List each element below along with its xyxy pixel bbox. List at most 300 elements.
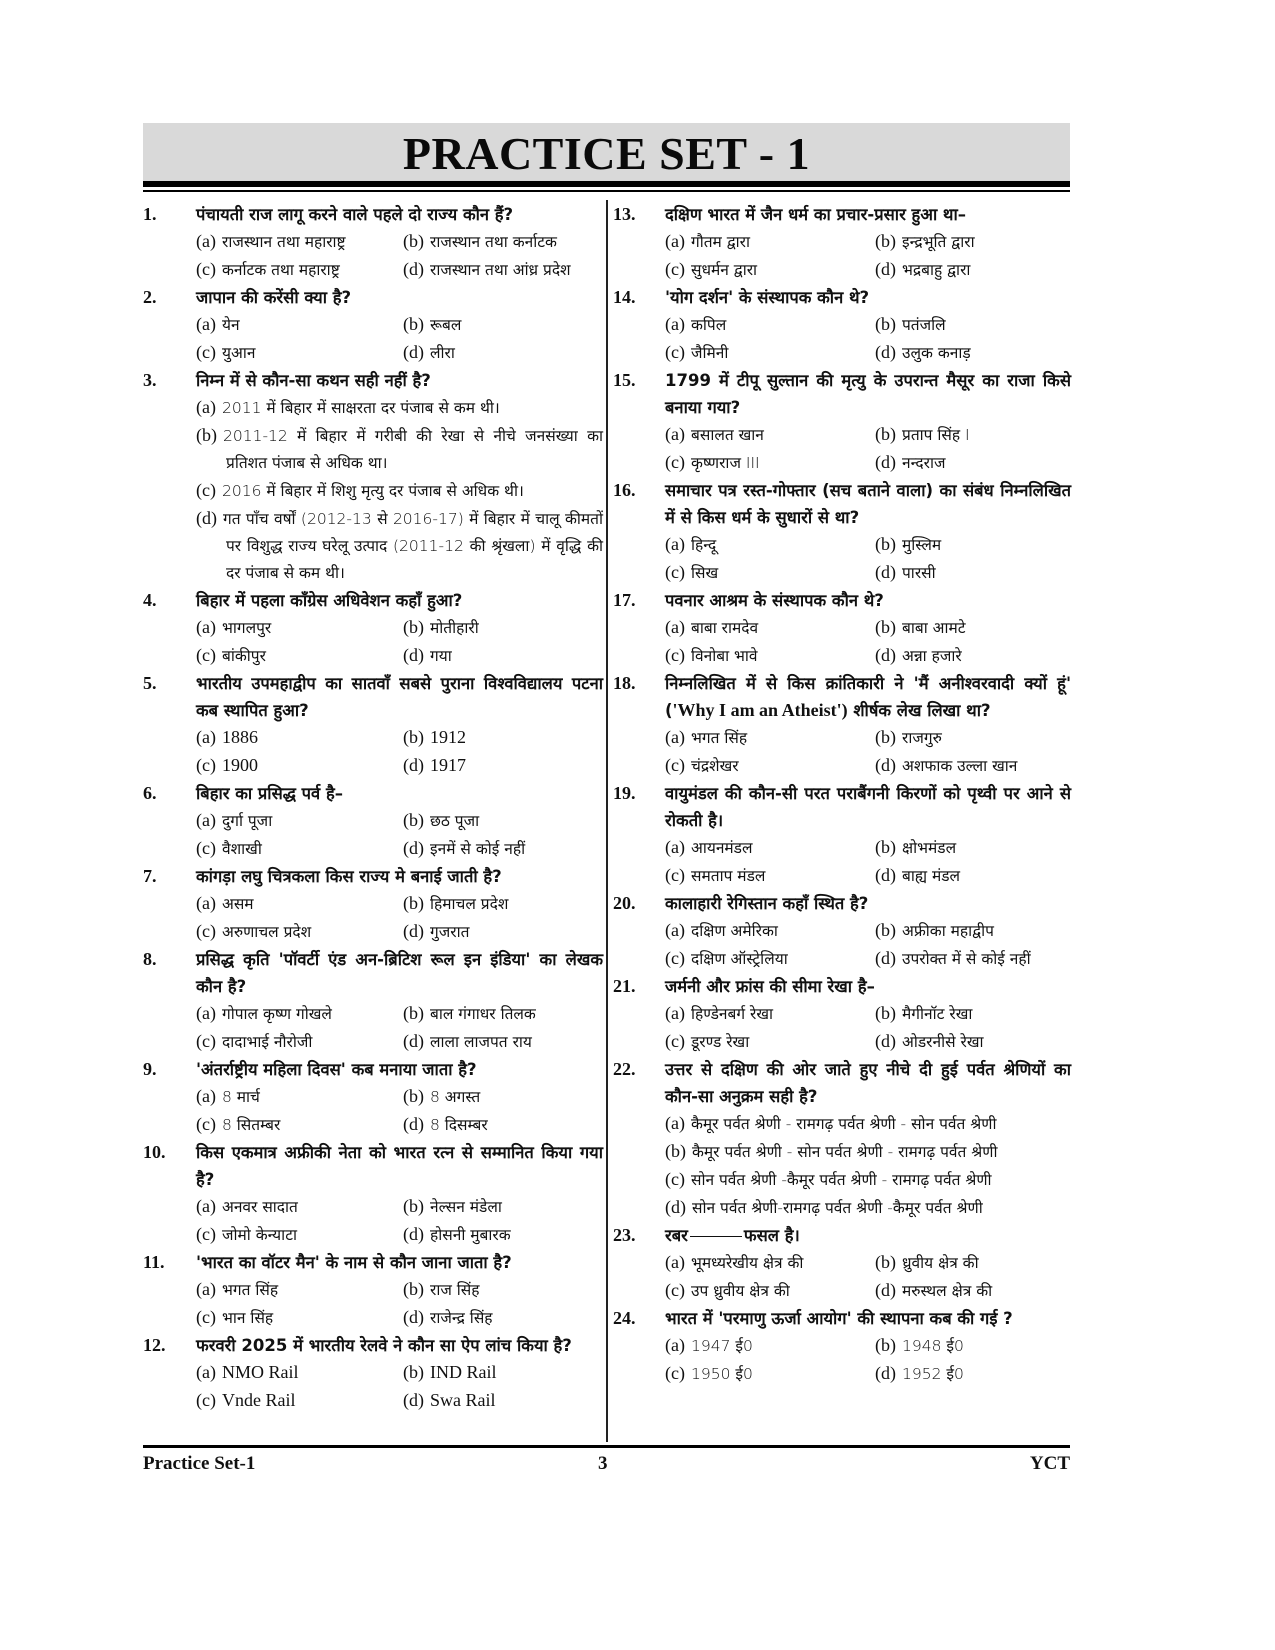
- options: [143, 807, 603, 863]
- question-text-hindi: शीर्षक लेख लिखा था?: [847, 701, 991, 720]
- option-a[interactable]: [665, 917, 875, 945]
- option-d[interactable]: [403, 1304, 603, 1332]
- option-label: (a): [196, 893, 216, 913]
- option-b[interactable]: [665, 1138, 1071, 1166]
- question-line: [613, 587, 1071, 614]
- option-text: 1917: [430, 755, 466, 775]
- option-label: (d): [403, 259, 424, 279]
- question-number: 3.: [143, 370, 157, 390]
- question-line: [143, 670, 603, 724]
- option-text: दादाभाई नौरोजी: [221, 1033, 313, 1051]
- option-c[interactable]: [665, 256, 875, 284]
- option-c[interactable]: [196, 918, 403, 946]
- question-text-english: 'Why I am an Atheist'): [672, 700, 848, 720]
- question: [613, 367, 1071, 477]
- option-d[interactable]: [403, 642, 603, 670]
- option-label: (a): [196, 1003, 216, 1023]
- option-label: (a): [196, 1196, 216, 1216]
- question-text: जापान की करेंसी क्या है?: [196, 288, 352, 307]
- option-a[interactable]: [196, 1083, 403, 1111]
- option-text: भान सिंह: [221, 1309, 274, 1327]
- option-text: भूमध्यरेखीय क्षेत्र की: [690, 1254, 804, 1272]
- option-label: (d): [403, 755, 424, 775]
- option-c[interactable]: [665, 752, 875, 780]
- option-d[interactable]: [875, 945, 1071, 973]
- question-text: जर्मनी और फ्रांस की सीमा रेखा है–: [665, 977, 875, 996]
- option-label: (b): [875, 1335, 896, 1355]
- option-a[interactable]: [196, 1276, 403, 1304]
- option-text: सोन पर्वत श्रेणी -कैमूर पर्वत श्रेणी - रामगढ़ पर्वत श्रेणी: [690, 1171, 992, 1189]
- option-label: (b): [875, 534, 896, 554]
- options: [143, 394, 603, 587]
- question: [143, 1056, 603, 1139]
- option-label: (d): [403, 1390, 424, 1410]
- footer-left: Practice Set-1: [143, 1453, 256, 1474]
- option-d[interactable]: [403, 918, 603, 946]
- option-b[interactable]: [403, 807, 603, 835]
- option-text: मुस्लिम: [902, 536, 942, 554]
- option-c[interactable]: [196, 642, 403, 670]
- option-text: 1947 ई0: [690, 1337, 753, 1355]
- option-a[interactable]: [665, 834, 875, 862]
- option-label: (c): [196, 838, 216, 858]
- question-number: 14.: [613, 287, 636, 307]
- question: [613, 587, 1071, 670]
- option-text: बाबा आमटे: [902, 619, 966, 637]
- option-text: 2011 में बिहार में साक्षरता दर पंजाब से कम थी।: [221, 399, 500, 417]
- option-c[interactable]: [665, 642, 875, 670]
- option-text: कर्नाटक तथा महाराष्ट्र: [221, 261, 340, 279]
- option-text: 1886: [221, 727, 258, 747]
- option-text: उलुक कनाड़: [902, 344, 971, 362]
- option-d[interactable]: [403, 835, 603, 863]
- question-number: 7.: [143, 866, 157, 886]
- question: [143, 863, 603, 946]
- option-d[interactable]: [403, 1387, 603, 1415]
- question-line: [613, 780, 1071, 834]
- options: [143, 1083, 603, 1139]
- option-text: विनोबा भावे: [690, 647, 758, 665]
- question: [143, 284, 603, 367]
- option-a[interactable]: [665, 311, 875, 339]
- question-number: 5.: [143, 673, 157, 693]
- question-text: 'अंतर्राष्ट्रीय महिला दिवस' कब मनाया जाता है?: [196, 1060, 477, 1079]
- option-label: (c): [665, 1280, 685, 1300]
- option-a[interactable]: [665, 614, 875, 642]
- option-text: गुजरात: [430, 923, 470, 941]
- option-text: भगत सिंह: [221, 1281, 279, 1299]
- question-line: [613, 1056, 1071, 1110]
- option-label: (d): [875, 1031, 896, 1051]
- option-c[interactable]: [196, 835, 403, 863]
- option-b[interactable]: [403, 228, 603, 256]
- option-b[interactable]: [875, 614, 1071, 642]
- option-text: अरुणाचल प्रदेश: [221, 923, 312, 941]
- option-label: (a): [196, 1362, 216, 1382]
- option-label: (d): [875, 1280, 896, 1300]
- question-text: दक्षिण भारत में जैन धर्म का प्रचार-प्रसार हुआ था–: [665, 205, 966, 224]
- option-text: ध्रुवीय क्षेत्र की: [902, 1254, 979, 1272]
- option-text: कैमूर पर्वत श्रेणी - रामगढ़ पर्वत श्रेणी - सोन पर्वत श्रेणी: [690, 1115, 997, 1133]
- option-label: (a): [665, 1003, 685, 1023]
- option-text: क्षोभमंडल: [902, 839, 957, 857]
- question-text: समाचार पत्र रस्त-गोफ्तार (सच बताने वाला) का संबंध निम्नलिखित में से किस धर्म के सुधारों से था?: [665, 481, 1071, 527]
- option-a[interactable]: [665, 228, 875, 256]
- option-text: 8 दिसम्बर: [430, 1116, 488, 1134]
- question-text: 1799 में टीपू सुल्तान की मृत्यु के उपरान्त मैसूर का राजा किसे बनाया गया?: [665, 371, 1071, 417]
- option-text: गत पाँच वर्षों (2012-13 से 2016-17) में बिहार में चालू कीमतों पर विशुद्ध राज्य घरेलू उत्पाद (2011-12 की श्रृंखला) में वृद्धि की दर पंजाब से कम थी।: [223, 510, 603, 582]
- option-text: बांकीपुर: [221, 647, 266, 665]
- option-label: (c): [665, 865, 685, 885]
- option-b[interactable]: [875, 531, 1071, 559]
- question-number: 13.: [613, 204, 636, 224]
- left-column: [143, 201, 603, 1415]
- question-number: 2.: [143, 287, 157, 307]
- options: [613, 421, 1071, 477]
- option-c[interactable]: [665, 1028, 875, 1056]
- option-text: छठ पूजा: [430, 812, 480, 830]
- option-text: 1948 ई0: [902, 1337, 964, 1355]
- option-text: होसनी मुबारक: [430, 1226, 511, 1244]
- option-b[interactable]: [403, 1193, 603, 1221]
- option-b[interactable]: [403, 1000, 603, 1028]
- option-a[interactable]: [196, 311, 403, 339]
- option-d[interactable]: [875, 642, 1071, 670]
- question-line: [143, 201, 603, 228]
- question-text: निम्न में से कौन-सा कथन सही नहीं है?: [196, 371, 431, 390]
- option-text: 1900: [221, 755, 258, 775]
- option-text: राजस्थान तथा कर्नाटक: [430, 233, 557, 251]
- option-label: (a): [665, 1335, 685, 1355]
- option-text: समताप मंडल: [690, 867, 766, 885]
- question: [613, 1222, 1071, 1305]
- question-line: [613, 973, 1071, 1000]
- question-text: कालाहारी रेगिस्तान कहाँ स्थित है?: [665, 894, 869, 913]
- option-label: (c): [196, 1031, 216, 1051]
- option-b[interactable]: [403, 724, 603, 752]
- option-c[interactable]: [196, 477, 603, 505]
- option-b[interactable]: [403, 1083, 603, 1111]
- option-b[interactable]: [875, 1249, 1071, 1277]
- option-label: (c): [196, 1307, 216, 1327]
- option-label: (d): [875, 865, 896, 885]
- option-d[interactable]: [875, 1360, 1071, 1388]
- question-text-part: फसल है।: [743, 1226, 800, 1245]
- option-text: गौतम द्वारा: [690, 233, 751, 251]
- question-number: 11.: [143, 1252, 165, 1272]
- option-label: (d): [875, 562, 896, 582]
- question-line: [613, 1305, 1071, 1332]
- option-c[interactable]: [665, 449, 875, 477]
- option-d[interactable]: [875, 256, 1071, 284]
- option-text: बसालत खान: [690, 426, 764, 444]
- options: [613, 311, 1071, 367]
- option-text: भगत सिंह: [690, 729, 748, 747]
- question: [143, 587, 603, 670]
- option-c[interactable]: [196, 256, 403, 284]
- option-text: राजस्थान तथा महाराष्ट्र: [221, 233, 346, 251]
- option-c[interactable]: [665, 339, 875, 367]
- option-b[interactable]: [875, 1332, 1071, 1360]
- option-text: नन्दराज: [902, 454, 946, 472]
- options: [613, 917, 1071, 973]
- option-label: (b): [403, 617, 424, 637]
- question-text: भारतीय उपमहाद्वीप का सातवाँ सबसे पुराना विश्वविद्यालय पटना कब स्थापित हुआ?: [196, 674, 603, 720]
- question-line: [143, 284, 603, 311]
- option-text: राजगुरु: [902, 729, 942, 747]
- option-a[interactable]: [196, 1359, 403, 1387]
- option-d[interactable]: [875, 752, 1071, 780]
- option-a[interactable]: [196, 614, 403, 642]
- question: [613, 973, 1071, 1056]
- option-b[interactable]: [875, 917, 1071, 945]
- options: [613, 1249, 1071, 1305]
- option-text: हिण्डेनबर्ग रेखा: [690, 1005, 774, 1023]
- option-d[interactable]: [196, 505, 603, 587]
- option-text: आयनमंडल: [690, 839, 753, 857]
- option-b[interactable]: [875, 724, 1071, 752]
- option-a[interactable]: [665, 1332, 875, 1360]
- option-b[interactable]: [875, 1000, 1071, 1028]
- option-text: उपरोक्त में से कोई नहीं: [902, 950, 1031, 968]
- option-label: (a): [665, 1252, 685, 1272]
- option-text: अन्ना हजारे: [902, 647, 962, 665]
- option-text: 8 मार्च: [221, 1088, 260, 1106]
- option-label: (a): [196, 231, 216, 251]
- question-text: वायुमंडल की कौन-सी परत पराबैंगनी किरणों को पृथ्वी पर आने से रोकती है।: [665, 784, 1071, 830]
- option-label: (d): [403, 1224, 424, 1244]
- question-text: 'भारत का वॉटर मैन' के नाम से कौन जाना जाता है?: [196, 1253, 512, 1272]
- options: [143, 614, 603, 670]
- option-d[interactable]: [875, 449, 1071, 477]
- question: [143, 780, 603, 863]
- option-label: (b): [403, 1196, 424, 1216]
- option-c[interactable]: [665, 1360, 875, 1388]
- option-c[interactable]: [196, 339, 403, 367]
- option-text: दुर्गा पूजा: [221, 812, 273, 830]
- option-label: (b): [875, 837, 896, 857]
- option-a[interactable]: [665, 1249, 875, 1277]
- option-b[interactable]: [403, 311, 603, 339]
- option-label: (c): [196, 1224, 216, 1244]
- option-text: अफ्रीका महाद्वीप: [902, 922, 994, 940]
- option-a[interactable]: [665, 724, 875, 752]
- option-text: अनवर सादात: [221, 1198, 298, 1216]
- option-a[interactable]: [196, 890, 403, 918]
- option-label: (a): [665, 424, 685, 444]
- option-label: (d): [875, 452, 896, 472]
- question-number: 8.: [143, 949, 157, 969]
- question-number: 17.: [613, 590, 636, 610]
- options: [613, 1110, 1071, 1222]
- option-a[interactable]: [665, 1000, 875, 1028]
- option-b[interactable]: [403, 1276, 603, 1304]
- option-d[interactable]: [665, 1194, 1071, 1222]
- option-text: बाल गंगाधर तिलक: [430, 1005, 536, 1023]
- option-label: (b): [665, 1141, 686, 1161]
- option-b[interactable]: [875, 228, 1071, 256]
- option-c[interactable]: [665, 559, 875, 587]
- question-text-part: रबर: [665, 1226, 688, 1245]
- question-text: पवनार आश्रम के संस्थापक कौन थे?: [665, 591, 884, 610]
- question-number: 12.: [143, 1335, 166, 1355]
- question: [143, 201, 603, 284]
- option-c[interactable]: [196, 752, 403, 780]
- option-text: बाबा रामदेव: [690, 619, 759, 637]
- option-text: सुधर्मन द्वारा: [690, 261, 758, 279]
- option-c[interactable]: [196, 1028, 403, 1056]
- option-b[interactable]: [403, 890, 603, 918]
- option-text: अशफाक उल्ला खान: [902, 757, 1018, 775]
- option-text: पतंजलि: [902, 316, 946, 334]
- options: [613, 531, 1071, 587]
- option-label: (a): [665, 1113, 685, 1133]
- option-label: (a): [196, 314, 216, 334]
- option-label: (b): [196, 425, 217, 445]
- option-label: (c): [196, 342, 216, 362]
- option-c[interactable]: [196, 1387, 403, 1415]
- option-label: (b): [403, 727, 424, 747]
- option-text: लाला लाजपत राय: [430, 1033, 532, 1051]
- question-line: [143, 587, 603, 614]
- option-b[interactable]: [403, 614, 603, 642]
- option-a[interactable]: [196, 1193, 403, 1221]
- question-text: [665, 670, 1071, 724]
- question-number: 10.: [143, 1142, 166, 1162]
- option-text: रूबल: [430, 316, 462, 334]
- question: [143, 367, 603, 587]
- option-label: (c): [665, 342, 685, 362]
- option-label: (c): [196, 645, 216, 665]
- option-d[interactable]: [403, 1221, 603, 1249]
- option-label: (b): [403, 314, 424, 334]
- option-text: हिन्दू: [690, 536, 717, 554]
- option-label: (b): [875, 231, 896, 251]
- question-text: बिहार का प्रसिद्ध पर्व है–: [196, 784, 343, 803]
- option-c[interactable]: [196, 1111, 403, 1139]
- option-label: (b): [875, 1252, 896, 1272]
- option-label: (c): [196, 1114, 216, 1134]
- option-c[interactable]: [665, 945, 875, 973]
- option-d[interactable]: [875, 559, 1071, 587]
- question-line: [143, 780, 603, 807]
- option-label: (d): [403, 838, 424, 858]
- options: [613, 614, 1071, 670]
- option-text: Vnde Rail: [221, 1390, 296, 1410]
- option-text: सोन पर्वत श्रेणी-रामगढ़ पर्वत श्रेणी -कैमूर पर्वत श्रेणी: [692, 1199, 983, 1217]
- option-b[interactable]: [196, 422, 603, 477]
- option-b[interactable]: [875, 421, 1071, 449]
- option-c[interactable]: [665, 1277, 875, 1305]
- options: [143, 1359, 603, 1415]
- option-a[interactable]: [665, 531, 875, 559]
- option-b[interactable]: [875, 834, 1071, 862]
- option-d[interactable]: [403, 1111, 603, 1139]
- option-b[interactable]: [403, 1359, 603, 1387]
- question: [143, 946, 603, 1056]
- option-label: (a): [665, 920, 685, 940]
- option-text: 1952 ई0: [902, 1365, 964, 1383]
- option-a[interactable]: [196, 228, 403, 256]
- question: [613, 477, 1071, 587]
- question-number: 22.: [613, 1059, 636, 1079]
- option-d[interactable]: [403, 1028, 603, 1056]
- option-a[interactable]: [196, 724, 403, 752]
- option-text: प्रताप सिंह I: [902, 426, 970, 444]
- option-label: (b): [403, 1003, 424, 1023]
- option-d[interactable]: [875, 862, 1071, 890]
- option-label: (b): [875, 314, 896, 334]
- option-label: (a): [196, 617, 216, 637]
- question-number: 19.: [613, 783, 636, 803]
- option-text: वैशाखी: [221, 840, 262, 858]
- option-c[interactable]: [665, 862, 875, 890]
- option-a[interactable]: [196, 1000, 403, 1028]
- option-text: 2016 में बिहार में शिशु मृत्यु दर पंजाब से अधिक थी।: [221, 482, 524, 500]
- option-text: युआन: [221, 344, 256, 362]
- option-label: (d): [665, 1197, 686, 1217]
- option-b[interactable]: [875, 311, 1071, 339]
- option-text: IND Rail: [430, 1362, 497, 1382]
- option-label: (d): [403, 1307, 424, 1327]
- option-a[interactable]: [665, 421, 875, 449]
- question-number: 18.: [613, 673, 636, 693]
- option-c[interactable]: [196, 1221, 403, 1249]
- option-text: कृष्णराज III: [690, 454, 760, 472]
- question-text: किस एकमात्र अफ्रीकी नेता को भारत रत्न से सम्मानित किया गया है?: [196, 1143, 603, 1189]
- option-text: राज सिंह: [430, 1281, 480, 1299]
- option-text: बाह्य मंडल: [902, 867, 961, 885]
- option-d[interactable]: [875, 339, 1071, 367]
- option-d[interactable]: [875, 1277, 1071, 1305]
- option-label: (a): [196, 1086, 216, 1106]
- option-d[interactable]: [403, 256, 603, 284]
- option-text: सिख: [690, 564, 719, 582]
- option-a[interactable]: [196, 807, 403, 835]
- footer-rule: [143, 1445, 1070, 1448]
- option-a[interactable]: [196, 394, 603, 422]
- option-label: (b): [403, 1279, 424, 1299]
- option-label: (a): [665, 617, 685, 637]
- option-c[interactable]: [665, 1166, 1071, 1194]
- option-a[interactable]: [665, 1110, 1071, 1138]
- question-text: प्रसिद्ध कृति 'पॉवर्टी एंड अन-ब्रिटिश रूल इन इंडिया' का लेखक कौन है?: [196, 950, 603, 996]
- option-text: पारसी: [902, 564, 936, 582]
- question: [143, 1139, 603, 1249]
- question-line: [143, 367, 603, 394]
- option-label: (d): [875, 645, 896, 665]
- option-text: 1912: [430, 727, 466, 747]
- option-d[interactable]: [875, 1028, 1071, 1056]
- question: [613, 201, 1071, 284]
- option-label: (c): [196, 480, 216, 500]
- option-d[interactable]: [403, 339, 603, 367]
- option-d[interactable]: [403, 752, 603, 780]
- option-label: (a): [665, 837, 685, 857]
- option-label: (b): [403, 810, 424, 830]
- option-label: (c): [196, 1390, 216, 1410]
- options: [613, 1332, 1071, 1388]
- option-text: 2011-12 में बिहार में गरीबी की रेखा से नीचे जनसंख्या का प्रतिशत पंजाब से अधिक था।: [223, 427, 603, 472]
- option-text: गया: [430, 647, 452, 665]
- question: [143, 1249, 603, 1332]
- option-text: येन: [221, 316, 240, 334]
- question-number: 15.: [613, 370, 636, 390]
- option-text: Swa Rail: [430, 1390, 496, 1410]
- option-c[interactable]: [196, 1304, 403, 1332]
- option-label: (d): [875, 342, 896, 362]
- question-text: पंचायती राज लागू करने वाले पहले दो राज्य कौन हैं?: [196, 205, 514, 224]
